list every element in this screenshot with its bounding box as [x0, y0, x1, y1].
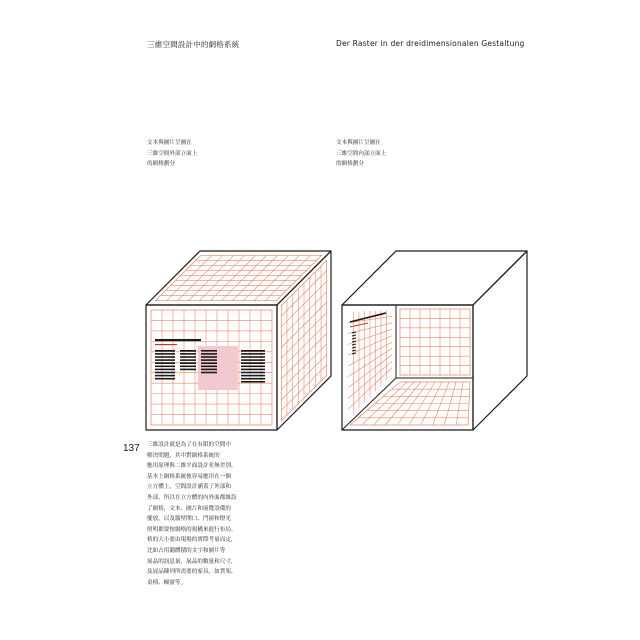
interior-back-wall	[396, 305, 473, 378]
text-bar	[201, 350, 217, 352]
exterior-grid-cube	[146, 251, 331, 430]
left-caption-line: 的網格劃分	[147, 161, 175, 167]
text-bar	[155, 366, 175, 368]
text-bar	[180, 359, 196, 361]
text-bar	[241, 381, 265, 383]
text-bar	[180, 362, 196, 364]
text-bar	[241, 366, 265, 368]
body-text-line: 照明都要按網格的規構來進行布局。	[147, 526, 237, 533]
text-bar	[241, 378, 265, 380]
text-bar	[241, 359, 265, 361]
text-bar	[180, 366, 196, 368]
text-bar	[180, 369, 196, 371]
text-bar	[201, 356, 217, 358]
chinese-title: 三維空間設計中的網格系統	[147, 40, 240, 49]
right-caption-line: 的網格劃分	[336, 161, 364, 167]
text-bar	[155, 350, 175, 352]
text-bar	[201, 366, 217, 368]
right-caption-line: 三維空間內部立面上	[336, 150, 387, 157]
text-bar	[241, 356, 265, 358]
text-bar	[155, 375, 175, 377]
interior-grid-cube	[342, 251, 527, 430]
body-text-line: 基本上網格系統彼容易應用在一個	[147, 473, 231, 480]
text-bar	[155, 362, 175, 364]
front-image-block	[198, 346, 238, 390]
text-bar	[155, 353, 175, 355]
left-caption-line: 文本與圖片呈圖在	[147, 140, 192, 146]
text-bar	[201, 353, 217, 355]
body-text-line: 桌椅、櫥窗等。	[147, 579, 187, 586]
body-text-line: 了網格，文本、圖片和展覽設備的	[147, 505, 231, 512]
body-text-line: 比如占用牆體積的文字和圖片等	[147, 547, 226, 554]
front-heading-bar	[155, 339, 201, 341]
body-text-line: 三維設計就是為了在有限的空間中	[147, 442, 231, 448]
left-caption-line: 三維空間外部立面上	[147, 150, 198, 157]
text-bar	[201, 362, 217, 364]
body-text-line: 應用原理與二維平面設計並無差別。	[147, 463, 237, 470]
body-text-line: 展品的訊息量，展品的數量和尺寸，	[147, 558, 237, 565]
text-bar	[155, 356, 175, 358]
body-text-line: 解決問題，其中對網格系統的	[147, 452, 220, 459]
body-text-line: 格的大小要由現場的實際考量而定，	[147, 537, 237, 544]
text-bar	[241, 372, 265, 374]
text-bar	[180, 356, 196, 358]
front-subheading-bar	[155, 344, 177, 345]
text-bar	[241, 353, 265, 355]
text-bar	[180, 353, 196, 355]
body-text-line: 及展品陳列所需要的家具，如貨架、	[147, 569, 237, 576]
text-bar	[180, 350, 196, 352]
right-caption-line: 文本與圖片呈圖在	[336, 140, 381, 146]
german-title: Der Raster in der dreidimensionalen Gestaltung	[336, 39, 525, 48]
body-text-line: 外部，所以在立方體的內外面都維設	[147, 494, 237, 501]
text-bar	[241, 375, 265, 377]
text-bar	[201, 359, 217, 361]
text-bar	[241, 362, 265, 364]
text-bar	[201, 372, 217, 374]
text-bar	[201, 369, 217, 371]
body-text	[147, 440, 257, 588]
text-bar	[241, 350, 265, 352]
text-bar	[155, 369, 175, 371]
text-bar	[241, 369, 265, 371]
body-text-line: 擺放，以及牆壁開口、門窗和燈光	[147, 516, 231, 523]
body-text-line: 立方體上，空間設計涵蓋了外部和	[147, 484, 231, 491]
text-bar	[155, 378, 175, 380]
page-number: 137	[123, 443, 140, 454]
text-bar	[155, 359, 175, 361]
text-bar	[155, 372, 175, 374]
